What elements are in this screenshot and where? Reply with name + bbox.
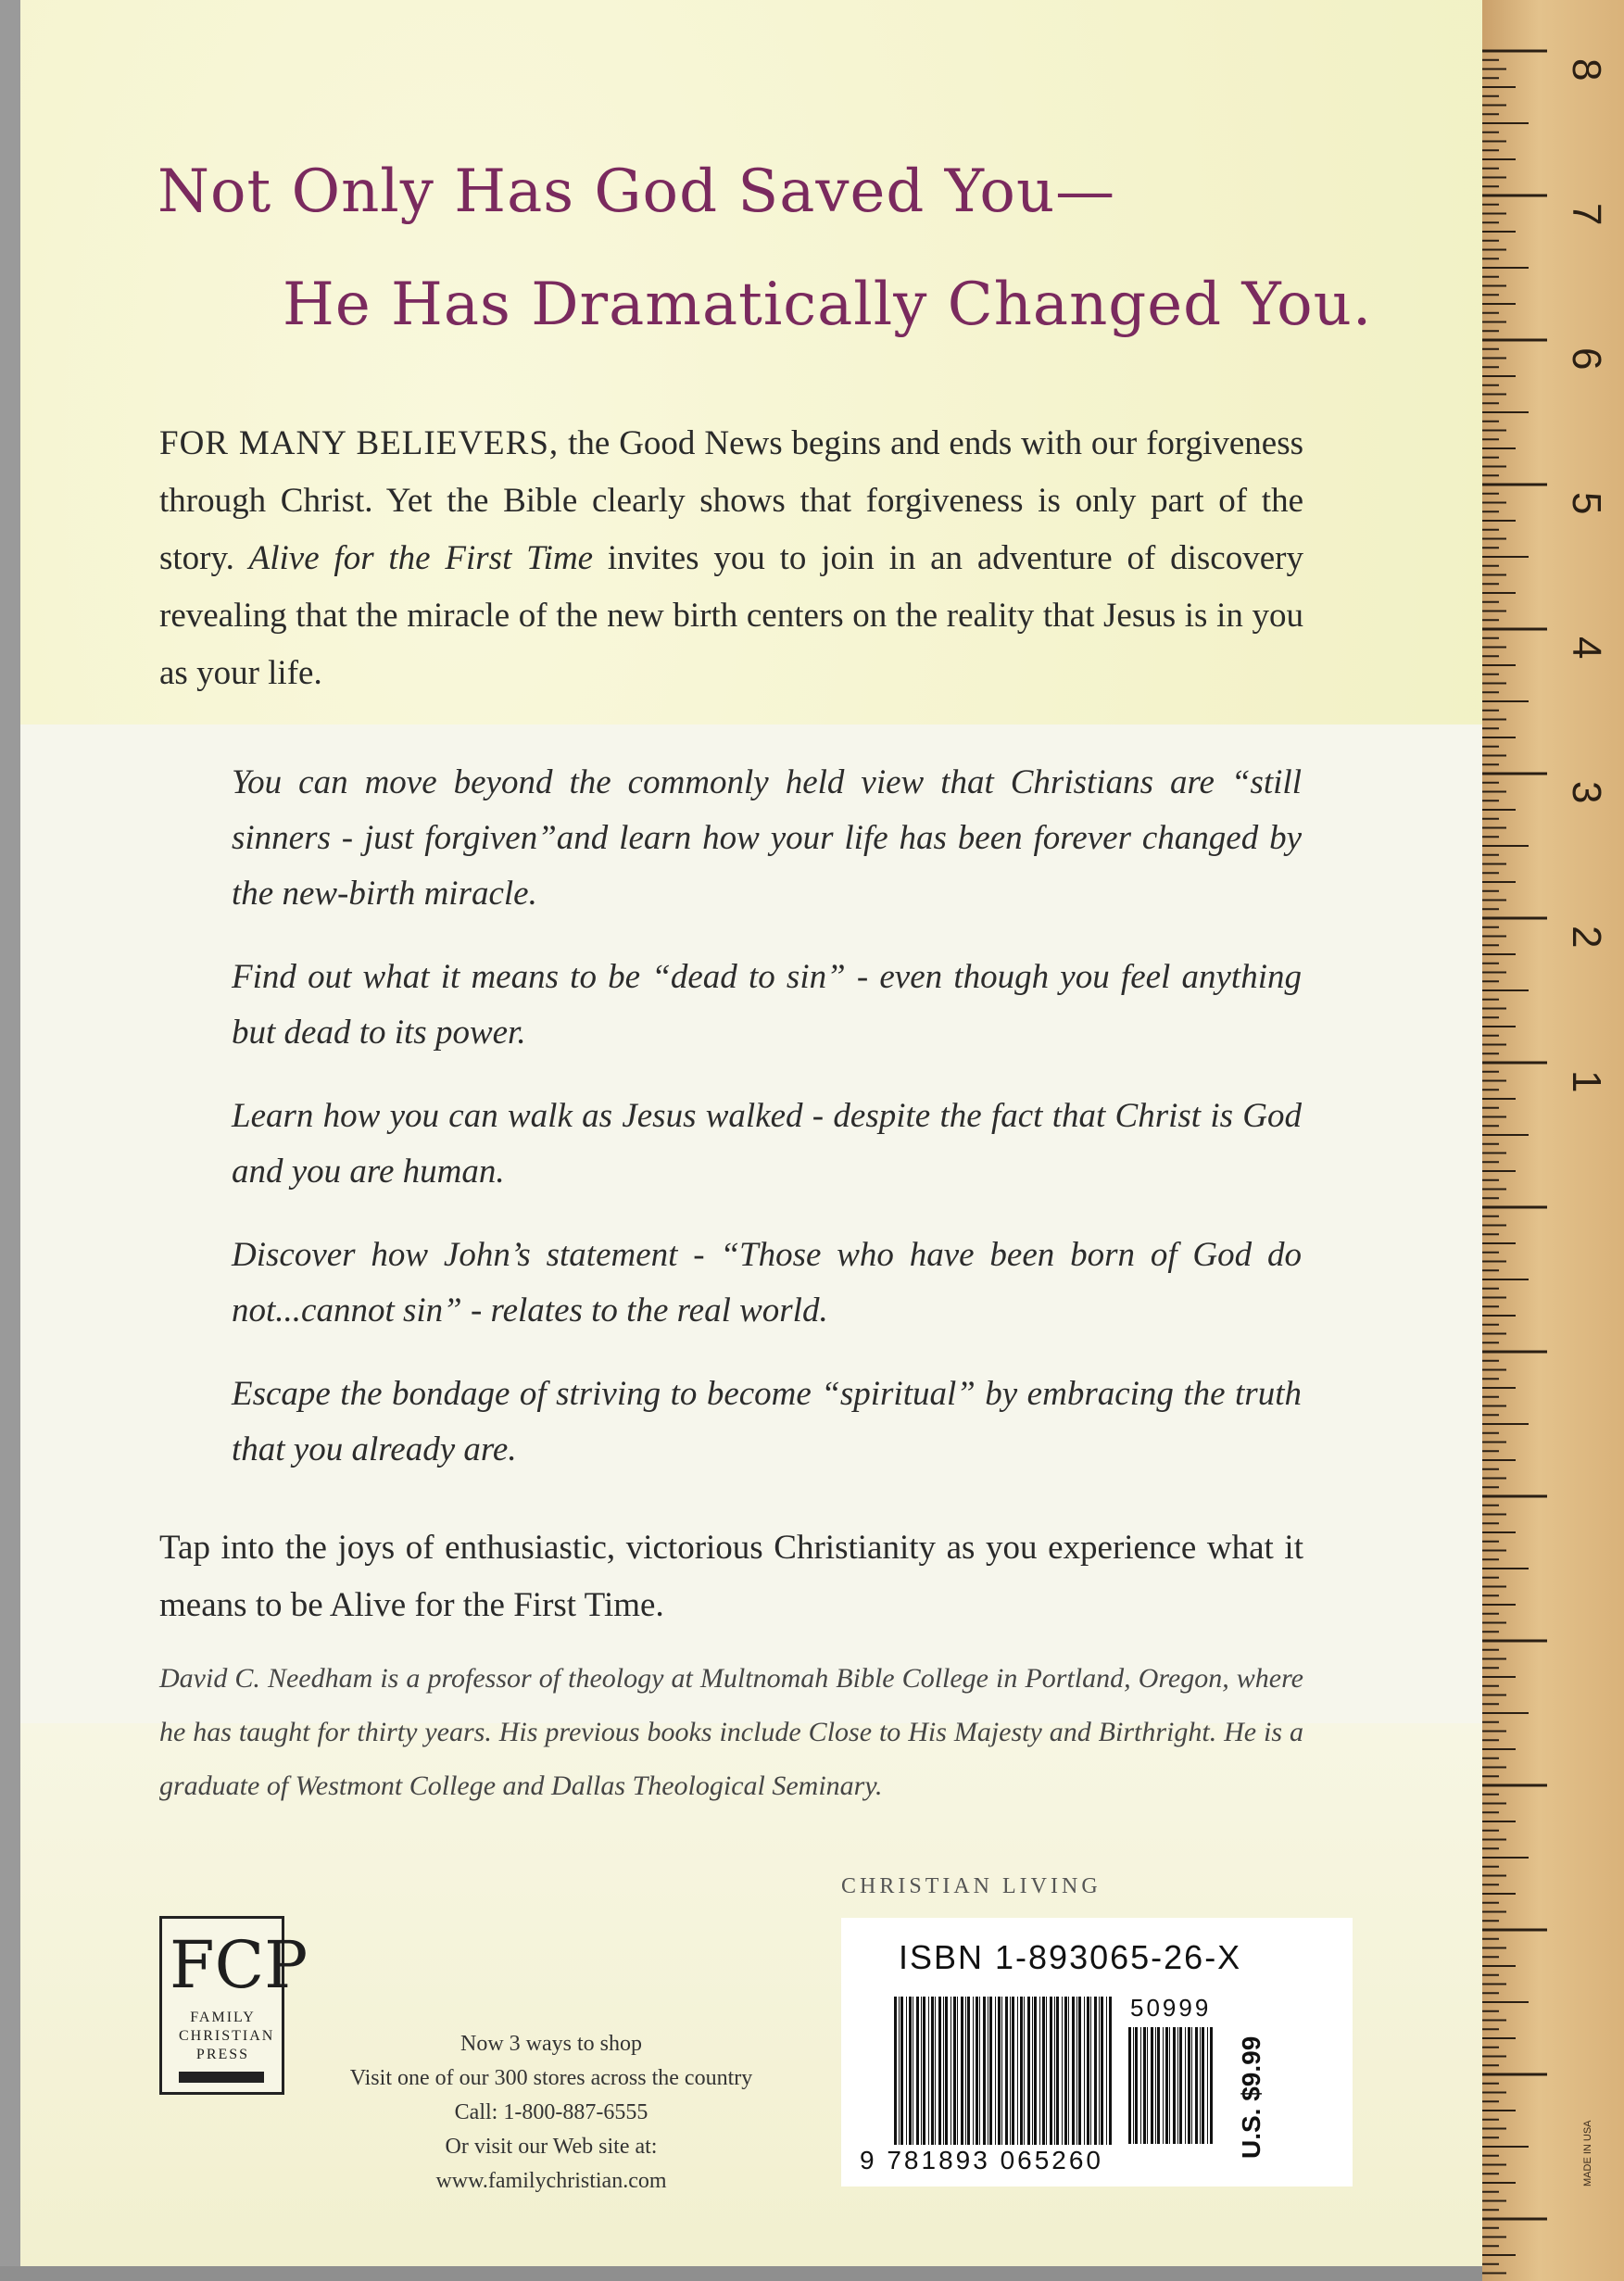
barcode-bar bbox=[928, 1997, 929, 2145]
intro-text-part-2: invites you to join in an adventure of discovery revealing that the miracle of the new birth centers on the reality that Jesus is in you as your life. bbox=[159, 539, 1303, 692]
ruler-scale bbox=[1482, 0, 1624, 2281]
barcode-bar bbox=[921, 1997, 922, 2145]
publisher-logo-line: FAMILY bbox=[190, 2010, 256, 2025]
barcode-bar bbox=[1101, 1997, 1103, 2145]
barcode-bar bbox=[953, 1997, 956, 2145]
book-title-mention: Alive for the First Time bbox=[248, 539, 594, 577]
barcode-bar bbox=[1200, 2027, 1201, 2144]
barcode-bar bbox=[979, 1997, 980, 2145]
ean-barcode bbox=[892, 1997, 1114, 2145]
publisher-logo-line: PRESS bbox=[195, 2047, 250, 2062]
barcode-bar bbox=[965, 1997, 966, 2145]
barcode-bar bbox=[1054, 1997, 1055, 2145]
barcode-bar bbox=[957, 1997, 958, 2145]
barcode-bar bbox=[1185, 2027, 1186, 2144]
barcode-bar bbox=[1078, 1997, 1081, 2145]
price-addon-number: 50999 bbox=[1130, 1994, 1212, 2022]
publisher-logo-mark: FCP bbox=[170, 1927, 308, 2003]
shop-line: Visit one of our 300 stores across the country bbox=[349, 2066, 753, 2090]
barcode-bar bbox=[1169, 2027, 1170, 2144]
ruler-number: 7 bbox=[1564, 203, 1609, 226]
barcode-bar bbox=[1032, 1997, 1033, 2145]
barcode-bar bbox=[1076, 1997, 1077, 2145]
barcode-bar bbox=[1133, 2027, 1134, 2144]
benefit-item: Learn how you can walk as Jesus walked - despite the fact that Christ is God and you are human. bbox=[232, 1097, 1302, 1191]
barcode-bar bbox=[950, 1997, 951, 2145]
barcode-bar bbox=[1056, 1997, 1059, 2145]
barcode-bar bbox=[1135, 2027, 1138, 2144]
barcode-bar bbox=[923, 1997, 925, 2145]
barcode-bar bbox=[1064, 1997, 1067, 2145]
barcode-bar bbox=[1128, 2027, 1131, 2144]
barcode-bar bbox=[1195, 2027, 1198, 2144]
barcode-bar bbox=[1099, 1997, 1100, 2145]
scanner-background-left bbox=[0, 0, 20, 2281]
barcode-bar bbox=[1010, 1997, 1011, 2145]
headline-line-2: He Has Dramatically Changed You. bbox=[283, 271, 1373, 339]
barcode-bar bbox=[899, 1997, 900, 2145]
barcode-bar bbox=[1039, 1997, 1040, 2145]
barcode-bar bbox=[1027, 1997, 1030, 2145]
headline-line-1: Not Only Has God Saved You— bbox=[157, 158, 1116, 226]
intro-paragraph bbox=[159, 415, 1303, 702]
benefit-item: Discover how John’s statement - “Those who have been born of God do not...cannot sin” - relates to the real world. bbox=[232, 1236, 1302, 1330]
measuring-ruler bbox=[1482, 0, 1624, 2281]
barcode-bar bbox=[943, 1997, 944, 2145]
barcode-bar bbox=[945, 1997, 948, 2145]
barcode-bar bbox=[909, 1997, 912, 2145]
barcode-bar bbox=[1087, 1997, 1089, 2145]
barcode-bar bbox=[1090, 1997, 1091, 2145]
barcode-bar bbox=[1072, 1997, 1075, 2145]
barcode-bar bbox=[1155, 2027, 1156, 2144]
author-bio: David C. Needham is a professor of theology at Multnomah Bible College in Portland, Oregon, where he has taught for thirty years. His previous books include Close to His Majesty and Birthright. He is a graduate of Westmont College and Dallas Theological Seminary. bbox=[159, 1663, 1303, 1801]
barcode-bar bbox=[995, 1997, 996, 2145]
barcode-bar bbox=[938, 1997, 941, 2145]
barcode-bar bbox=[894, 1997, 897, 2145]
barcode-bar bbox=[1034, 1997, 1037, 2145]
category-label: CHRISTIAN LIVING bbox=[841, 1874, 1102, 1898]
benefit-item: Escape the bondage of striving to become “spiritual” by embracing the truth that you already are. bbox=[232, 1375, 1302, 1468]
ruler-number: 2 bbox=[1564, 926, 1609, 949]
shop-info bbox=[315, 2027, 787, 2199]
barcode-bar bbox=[1024, 1997, 1025, 2145]
barcode-bar bbox=[935, 1997, 936, 2145]
shop-line: Call: 1-800-887-6555 bbox=[454, 2100, 648, 2124]
barcode-bar bbox=[1210, 2027, 1213, 2144]
publisher-logo bbox=[159, 1916, 308, 2095]
shop-line: www.familychristian.com bbox=[435, 2169, 667, 2193]
barcode-bar bbox=[998, 1997, 1001, 2145]
barcode-bar bbox=[916, 1997, 919, 2145]
isbn-label: ISBN 1-893065-26-X bbox=[899, 1938, 1242, 1976]
intro-lead: FOR MANY BELIEVERS, bbox=[159, 424, 560, 462]
barcode-bar bbox=[1163, 2027, 1164, 2144]
barcode-bar bbox=[1207, 2027, 1208, 2144]
ruler-number: 6 bbox=[1564, 347, 1609, 371]
benefit-item: Find out what it means to be “dead to sin” - even though you feel anything but dead to its power. bbox=[232, 958, 1302, 1052]
barcode-bar bbox=[1179, 2027, 1182, 2144]
barcode-bar bbox=[1188, 2027, 1190, 2144]
barcode-bar bbox=[1140, 2027, 1141, 2144]
barcode-bar bbox=[1017, 1997, 1018, 2145]
barcode-bar bbox=[900, 1997, 903, 2145]
barcode-bar bbox=[1020, 1997, 1023, 2145]
ruler-number: 4 bbox=[1564, 636, 1609, 660]
barcode-bar bbox=[961, 1997, 963, 2145]
benefit-list bbox=[232, 755, 1302, 1506]
barcode-bar bbox=[1042, 1997, 1045, 2145]
ruler-brand-text: MADE IN USA bbox=[1582, 2120, 1593, 2186]
barcode-bar bbox=[1157, 2027, 1160, 2144]
barcode-bar bbox=[931, 1997, 934, 2145]
ruler-number: 1 bbox=[1564, 1070, 1609, 1093]
ean-number: 9 781893 065260 bbox=[860, 2146, 1103, 2174]
intro-text-part-1: the Good News begins and ends with our forgiveness through Christ. Yet the Bible clearly shows that forgiveness is only part of the story. bbox=[159, 424, 1304, 577]
publisher-logo-bar bbox=[179, 2072, 264, 2083]
barcode-bar bbox=[1094, 1997, 1097, 2145]
barcode-bar bbox=[1062, 1997, 1063, 2145]
barcode-bar bbox=[1151, 2027, 1153, 2144]
publisher-logo-line: CHRISTIAN bbox=[179, 2028, 275, 2044]
ruler-number: 5 bbox=[1564, 492, 1609, 515]
barcode-bar bbox=[906, 1997, 907, 2145]
barcode-bar bbox=[1143, 2027, 1146, 2144]
ruler-number: 3 bbox=[1564, 781, 1609, 804]
barcode-bar bbox=[1173, 2027, 1176, 2144]
barcode-bar bbox=[1109, 1997, 1112, 2145]
barcode-bar bbox=[1177, 2027, 1178, 2144]
barcode-bar bbox=[973, 1997, 974, 2145]
barcode-bar bbox=[967, 1997, 970, 2145]
barcode-bar bbox=[1084, 1997, 1085, 2145]
barcode-bar bbox=[1068, 1997, 1069, 2145]
barcode-bar bbox=[1005, 1997, 1008, 2145]
price-text: U.S. $9.99 bbox=[1237, 2035, 1265, 2159]
barcode-panel bbox=[841, 1918, 1353, 2186]
barcode-bar bbox=[1165, 2027, 1168, 2144]
shop-line: Now 3 ways to shop bbox=[460, 2032, 642, 2056]
barcode-bar bbox=[1191, 2027, 1192, 2144]
barcode-bar bbox=[1147, 2027, 1148, 2144]
barcode-bar bbox=[1202, 2027, 1204, 2144]
scanner-background-bottom bbox=[0, 2266, 1482, 2281]
price-label bbox=[1230, 2003, 1267, 2161]
addon-barcode bbox=[1127, 2027, 1217, 2144]
ruler-number: 8 bbox=[1564, 58, 1609, 82]
barcode-bar bbox=[989, 1997, 992, 2145]
closing-paragraph: Tap into the joys of enthusiastic, victorious Christianity as you experience what it means to be Alive for the First Time. bbox=[159, 1529, 1303, 1624]
barcode-bar bbox=[976, 1997, 978, 2145]
barcode-bar bbox=[1012, 1997, 1014, 2145]
barcode-bar bbox=[1046, 1997, 1047, 2145]
barcode-bar bbox=[983, 1997, 986, 2145]
shop-line: Or visit our Web site at: bbox=[445, 2135, 658, 2159]
benefit-item: You can move beyond the commonly held view that Christians are “still sinners - just forgiven”and learn how your life has been forever changed by the new-birth miracle. bbox=[232, 763, 1302, 913]
barcode-bar bbox=[1001, 1997, 1002, 2145]
barcode-bar bbox=[1106, 1997, 1107, 2145]
barcode-bar bbox=[1050, 1997, 1052, 2145]
